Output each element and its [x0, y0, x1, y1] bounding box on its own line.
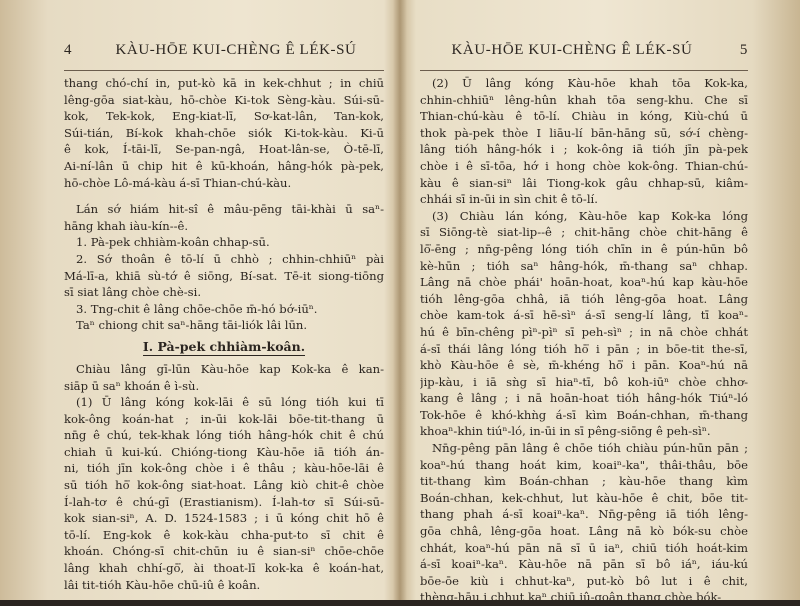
- text-line: thang chó-chí in, put-kò kā in kek-chhut ; in chiū: [64, 76, 384, 90]
- text-line: sī siat lâng chòe chè-si.: [64, 285, 202, 300]
- text-line: Tok-hōe ê khó-khǹg á-sī kìm Boán-chhan, m̄-thang: [420, 407, 748, 422]
- text-line: thèng-hāu i chhut kaⁿ chiū iû-goân thang chòe bók-: [420, 590, 722, 605]
- text-line: chòe i ê sī-tōa, hớ i hong chòe kok-ông. Thian-chú-: [420, 158, 748, 173]
- section-heading-text: I. Pà-pek chhiàm-koân.: [142, 338, 306, 354]
- text-line: gōa chhâ, lêng-gōa hoat. Lâng nā kò bók-su chòe: [420, 524, 748, 539]
- left-running-title: KÀU-HŌE KUI-CHÈNG Ê LÉK-SÚ: [115, 42, 357, 58]
- left-header-rule: [64, 70, 384, 71]
- text-line: Thian-chú-kàu ê tō-lí. Chiàu in kóng, Kiù-chú ū: [420, 109, 748, 124]
- section-heading: [64, 336, 384, 358]
- text-line: á-sī koaiⁿ-kaⁿ. Kàu-hōe nā pān sī bô iáⁿ, iáu-kú: [420, 557, 748, 572]
- text-line: Má-lī-a, khiā sù-tớ ê siōng, Bí-sat. Tē-it siong-tiōng: [64, 268, 384, 283]
- right-running-title: KÀU-HŌE KUI-CHÈNG Ê LÉK-SÚ: [451, 42, 693, 58]
- text-line: chòe kam-tok á-sī hē-sìⁿ á-sī seng-lí lâng, tī koaⁿ-: [420, 308, 748, 323]
- text-line: chiah ū kui-kú. Chióng-tiong Kàu-hōe iā tióh án-: [64, 444, 384, 459]
- text-line: jip-kàu, i iā sǹg sī hiaⁿ-tī, bô koh-iūⁿ chòe chhơ-: [420, 374, 748, 389]
- text-line: lêng-gōa siat-kàu, hō-chòe Ki-tok Sèng-kàu. Súi-sū-: [64, 92, 384, 107]
- right-lines: [420, 75, 748, 606]
- left-lines-bottom: [64, 361, 384, 593]
- text-line: Boán-chhan, kek-chhut, lut kàu-hōe ê chit, bōe tit-: [420, 490, 748, 505]
- text-line: 1. Pà-pek chhiàm-koân chhap-sū.: [76, 235, 270, 250]
- text-line: á-sī thái lâng lóng tióh hō͘ i pān ; in bōe-tit the-sī,: [420, 341, 748, 356]
- text-line: Chiàu lâng gī-lūn Kàu-hōe kap Kok-ka ê kan-: [76, 361, 384, 376]
- text-line: Nn̄g-pêng pān lâng ê chōe tióh chiàu pún-hūn pān ;: [432, 441, 748, 456]
- text-line: hō-chòe Lô-má-kàu á-sī Thian-chú-kàu.: [64, 175, 292, 190]
- text-line: tit-thang kìm Boán-chhan ; kàu-hōe thang kìm: [420, 474, 748, 489]
- text-line: Súi-tián, Bí-kok khah-chōe siók Ki-tok-kàu. Ki-ū: [64, 125, 384, 140]
- text-line: kok, Tek-kok, Eng-kiat-lī, Sơ-kat-lân, Tan-kok,: [64, 109, 384, 124]
- text-line: hú ê bīn-chêng pìⁿ-pìⁿ sī peh-sìⁿ ; in nā chòe chhát: [420, 324, 748, 339]
- text-line: koaⁿ-hú thang hoát kim, koaiⁿ-ka", thâi-thâu, bōe: [420, 457, 748, 472]
- text-line: lō͘-ēng ; nn̄g-pêng lóng tióh chīn in ê pún-hūn bô: [420, 241, 748, 256]
- text-line: Taⁿ chiong chit saⁿ-hāng tāi-liók lâi lūn.: [76, 318, 308, 333]
- text-line: lâi tit-tióh Kàu-hōe chū-iû ê koân.: [64, 577, 261, 592]
- left-running-head: [64, 42, 384, 64]
- text-line: khoán. Chóng-sī chit-chūn iu ê sian-siⁿ chōe-chōe: [64, 544, 384, 559]
- text-line: Ai-ní-lân ū chip hit ê kū-khoán, hâng-hók pà-pek,: [64, 158, 384, 173]
- left-lines-mid: [64, 201, 384, 334]
- text-line: kè-hūn ; tióh saⁿ hâng-hók, m̄-thang saⁿ chhap.: [420, 258, 748, 273]
- text-line: bōe-ōe kiù i chhut-kaⁿ, put-kò bô lut i ê chit,: [420, 573, 748, 588]
- right-page-number: 5: [739, 42, 748, 58]
- text-line: sī Siōng-tè siat-lip--ê ; chit-hāng chòe chit-hāng ê: [420, 225, 748, 240]
- text-line: kang ê lâng ; i nā hoān-hoat tióh hâng-hók Tiúⁿ-ló: [420, 391, 748, 406]
- text-line: ni, tióh jīn kok-ông chòe i ê thâu ; kàu-hōe-lāi ê: [64, 461, 384, 476]
- text-line: chhát, koaⁿ-hú pān nā sī ū iaⁿ, chiū tióh hoát-kim: [420, 540, 748, 555]
- text-line: siāp ū saⁿ khoán ê ì-sù.: [64, 378, 200, 393]
- text-line: chhin-chhiūⁿ lêng-hûn khah tōa seng-khu. Che sī: [420, 92, 748, 107]
- text-line: 3. Tng-chit ê lâng chōe-chōe m̄-hó bớ-iūⁿ.: [76, 301, 318, 316]
- left-page-number: 4: [64, 42, 73, 58]
- text-line: (1) Ū lâng kóng kok-lāi ê sū lóng tióh kui tī: [76, 395, 384, 410]
- text-line: chhái sī in-ūi in sìn chit ê tō-lí.: [420, 192, 598, 207]
- text-line: Lâng nā chòe phái' hoān-hoat, koaⁿ-hú kap kàu-hōe: [420, 275, 748, 290]
- text-line: khoaⁿ-khin tiúⁿ-ló, in-ūi in sī pêng-siōng ê peh-sìⁿ.: [420, 424, 711, 439]
- text-line: (2) Ū lâng kóng Kàu-hōe khah tōa Kok-ka,: [432, 76, 748, 90]
- text-line: thok pà-pek thòe I liāu-lí bān-hāng sū, sớ-í chèng-: [420, 125, 748, 140]
- text-line: tō-lí. Eng-kok ê kok-kàu chha-put-to sī chit ê: [64, 527, 384, 542]
- text-line: hāng khah iàu-kín--ê.: [64, 218, 189, 233]
- right-page: [402, 0, 800, 605]
- paragraph-gap: [64, 191, 384, 201]
- text-line: ê kok, Í-tāi-lī, Se-pan-ngâ, Hoat-lân-se, Ò-tē-lī,: [64, 142, 384, 157]
- text-line: khò Kàu-hōe ê sè, m̄-khéng hō͘ i pān. Koaⁿ-hú nā: [420, 358, 748, 373]
- text-line: thang phah á-sī koaiⁿ-kaⁿ. Nn̄g-pêng iā tióh lêng-: [420, 507, 748, 522]
- left-lines-top: [64, 75, 384, 191]
- right-running-head: [420, 42, 748, 64]
- text-line: kàu ê sian-siⁿ lâi Tiong-kok gâu chhap-sū, kiâm-: [420, 175, 748, 190]
- text-line: 2. Sớ thoân ê tō-lí ū chhò ; chhin-chhiūⁿ pài: [76, 251, 384, 266]
- text-line: kok sian-siⁿ, A. D. 1524-1583 ; i ū kóng chit hō ê: [64, 511, 384, 526]
- text-line: kok-ông koán-hat ; in-ūi kok-lāi bōe-tit-thang ū: [64, 411, 384, 426]
- text-line: sū tióh hō͘ kok-ông siat-hoat. Lâng kiò chit-ê chòe: [64, 478, 384, 493]
- text-line: lâng khah chhí-gō͘, ài thoat-lī kok-ka ê koán-hat,: [64, 561, 384, 576]
- text-line: lâng tióh hâng-hók i ; kok-ông iā tióh jīn pà-pek: [420, 142, 748, 157]
- text-line: Lán sớ hiám hit-sî ê mâu-pēng tāi-khài ū saⁿ-: [76, 202, 384, 217]
- text-line: Í-lah-tơ ê chú-gī (Erastianism). Í-lah-tơ sī Súi-sū-: [64, 494, 384, 509]
- right-body-text: [420, 75, 748, 606]
- left-page: [0, 0, 398, 600]
- text-line: nn̄g ê chú, tek-khak lóng tióh hâng-hók chit ê chú: [64, 428, 384, 443]
- left-body-text: [64, 75, 384, 593]
- text-line: (3) Chiàu lán kóng, Kàu-hōe kap Kok-ka lóng: [432, 208, 748, 223]
- right-header-rule: [420, 70, 748, 71]
- text-line: tióh lêng-gōa chhâ, iā tióh lêng-gōa hoat. Lâng: [420, 291, 748, 306]
